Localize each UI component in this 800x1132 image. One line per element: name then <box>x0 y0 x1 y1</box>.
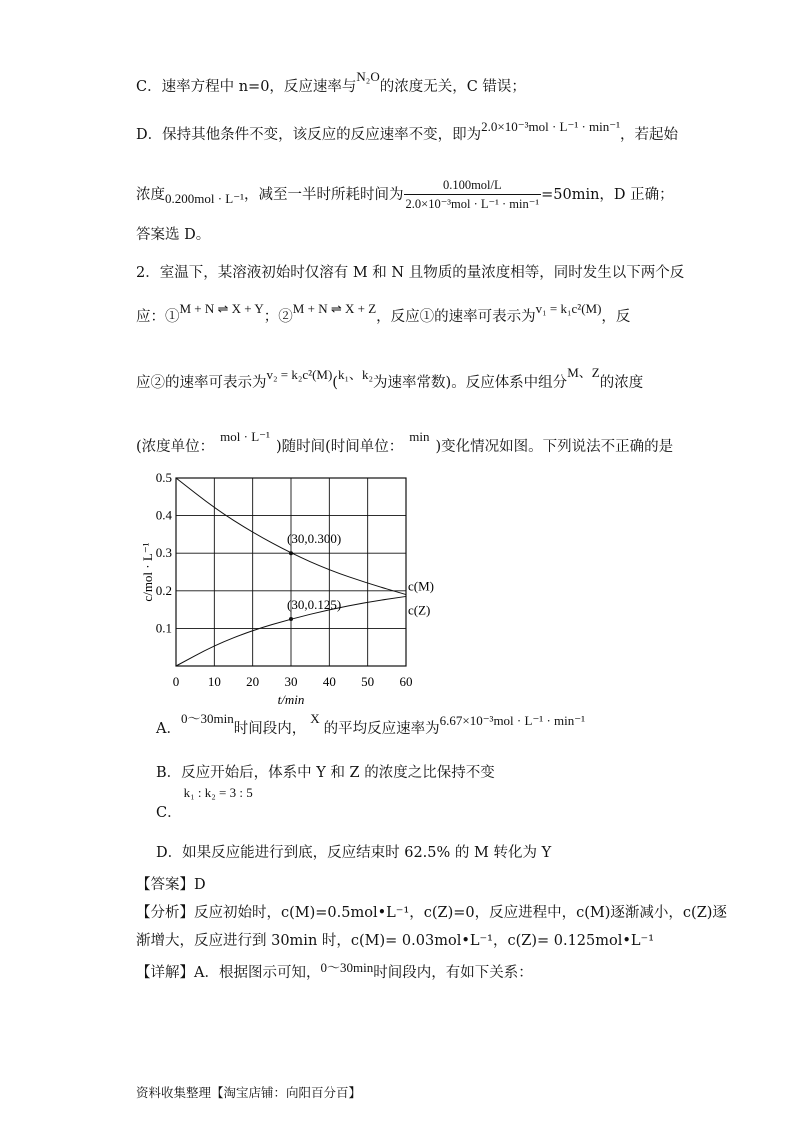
x-tick-label: 0 <box>172 674 180 689</box>
reaction-2: M + N ⇌ X + Z <box>292 301 377 316</box>
option-c-explanation: C．速率方程中 n=0，反应速率与N₂O的浓度无关，C 错误； <box>136 69 526 95</box>
y-tick-label: 0.5 <box>155 470 172 485</box>
analysis-line1: 【分析】反应初始时，c(M)=0.5mol•L⁻¹，c(Z)=0，反应进程中，c(M)逐渐减小，c(Z)逐 <box>136 905 727 921</box>
detail-line: 【详解】A．根据图示可知，0～30min时间段内，有如下关系： <box>136 960 533 981</box>
n2o-formula: N₂O <box>356 69 380 84</box>
x-tick-label: 50 <box>361 674 375 689</box>
time-fraction: $\frac{\text{0.100mol/L}}{\text{2.0×10⁻³mol · L⁻¹ · min⁻¹}}$ <box>405 178 540 211</box>
concentration-time-chart <box>138 468 434 708</box>
y-tick-label: 0.2 <box>155 582 172 598</box>
y-tick-label: 0.3 <box>155 545 172 561</box>
rate-formula: 2.0×10⁻³mol · L⁻¹ · min⁻¹ <box>481 119 621 134</box>
annotation-point <box>289 551 293 555</box>
question-2-line2: 应：①M + N ⇌ X + Y；②M + N ⇌ X + Z，反应①的速率可表示为v₁ = k₁c²(M)，反 <box>136 301 631 325</box>
option-d-explanation: D．保持其他条件不变，该反应的反应速率不变，即为2.0×10⁻³mol · L⁻¹ · min⁻¹，若起始 <box>136 119 679 143</box>
series-label: c(Z) <box>408 602 431 618</box>
reaction-1: M + N ⇌ X + Y <box>179 301 264 316</box>
annotation-label: (30,0.125) <box>287 597 342 612</box>
series-label: c(M) <box>408 578 434 594</box>
x-axis-label: t/min <box>277 692 305 707</box>
x-tick-label: 40 <box>322 674 336 689</box>
footer-source: 资料收集整理【淘宝店铺：向阳百分百】 <box>136 1085 362 1100</box>
chart-grid <box>176 478 406 666</box>
option-d: D．如果反应能进行到底，反应结束时 62.5% 的 M 转化为 Y <box>156 845 552 861</box>
option-b: B．反应开始后，体系中 Y 和 Z 的浓度之比保持不变 <box>156 765 495 781</box>
question-2-line1: 2．室温下，某溶液初始时仅溶有 M 和 N 且物质的量浓度相等，同时发生以下两个反 <box>136 265 685 281</box>
chart-labels <box>140 470 434 707</box>
question-2-line4: (浓度单位：mol · L⁻¹)随时间(时间单位：min)变化情况如图。下列说法不正确的是 <box>136 429 674 455</box>
question-2-line3: 应②的速率可表示为v₂ = k₂c²(M)(k₁、k₂为速率常数)。反应体系中组分M、Z的浓度 <box>136 365 644 391</box>
option-d-explanation-2: 浓度0.200mol · L⁻¹，减至一半时所耗时间为 $\frac{\text{0.100mol/L}}{\text{2.0×10⁻³mol · L⁻¹ · min⁻¹}}$ =50min，D 正确； <box>136 178 674 211</box>
answer-choice-d: 答案选 D。 <box>136 227 211 243</box>
annotation-label: (30,0.300) <box>287 531 342 547</box>
x-tick-label: 60 <box>399 674 413 689</box>
rate-v1: v₁ = k₁c²(M) <box>535 301 602 316</box>
x-tick-label: 30 <box>284 674 298 689</box>
y-tick-label: 0.1 <box>155 620 172 636</box>
y-axis-label: c/mol · L⁻¹ <box>140 542 155 602</box>
y-tick-label: 0.4 <box>155 507 172 523</box>
answer-label: 【答案】D <box>136 877 206 893</box>
analysis-line2: 渐增大，反应进行到 30min 时，c(M)= 0.03mol•L⁻¹，c(Z)= 0.125mol•L⁻¹ <box>136 933 655 949</box>
x-tick-label: 20 <box>246 674 260 689</box>
rate-v2: v₂ = k₂c²(M) <box>266 367 333 382</box>
option-a: A．0～30min时间段内，X的平均反应速率为6.67×10⁻³mol · L⁻¹ · min⁻¹ <box>156 711 586 737</box>
option-c: C．k₁ : k₂ = 3 : 5 <box>156 785 253 821</box>
annotation-point <box>289 617 293 621</box>
x-tick-label: 10 <box>207 674 221 689</box>
